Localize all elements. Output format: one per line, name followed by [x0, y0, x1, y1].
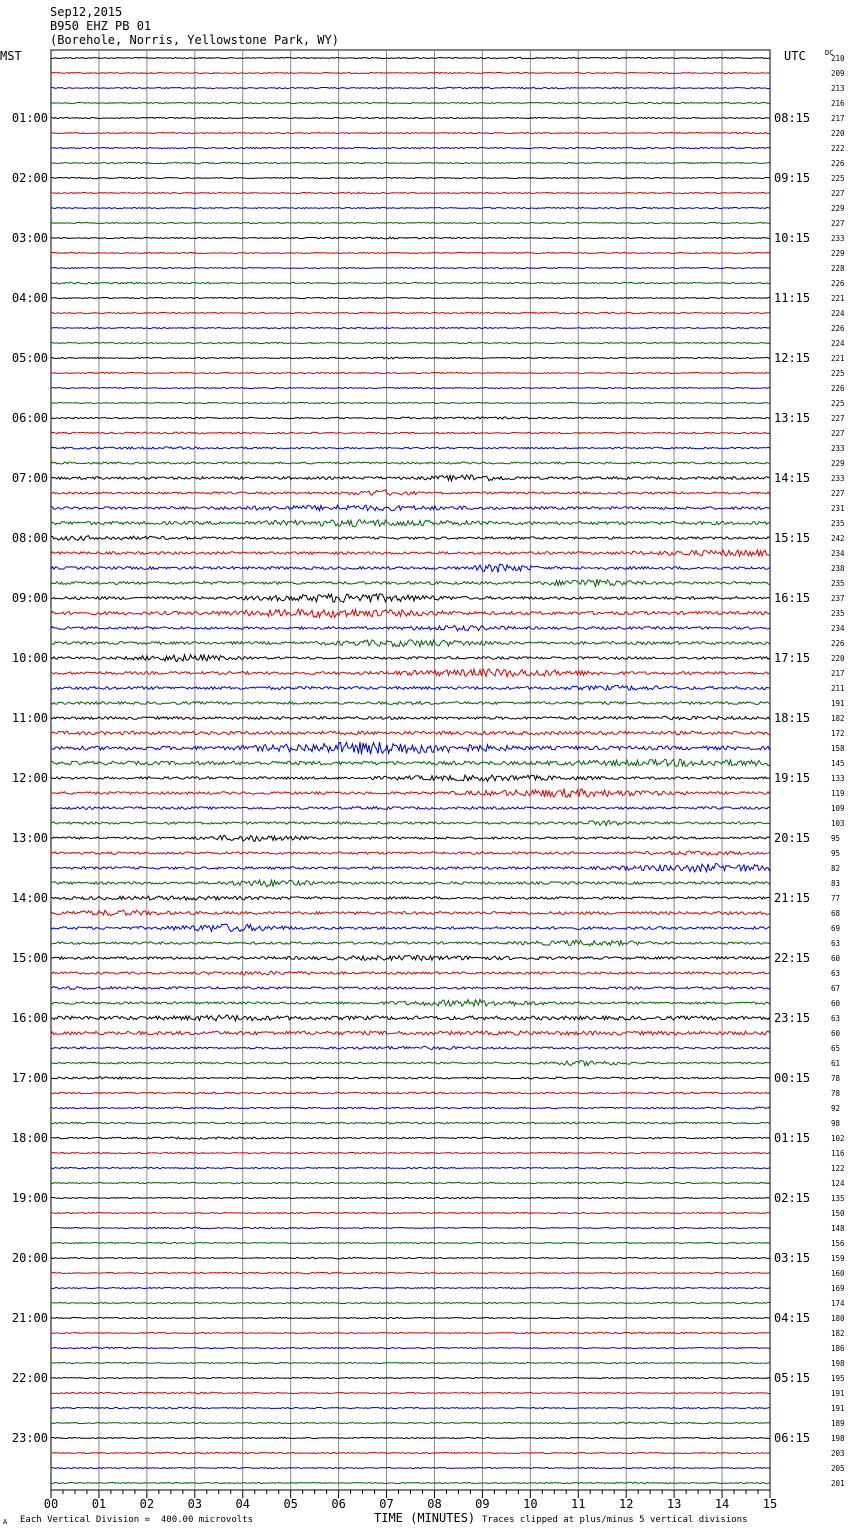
dc-offset-label: 78: [831, 1089, 841, 1098]
trace-line: [51, 820, 770, 825]
trace-line: [51, 57, 770, 59]
right-hour-label: 23:15: [774, 1011, 811, 1025]
left-hour-label: 10:00: [11, 651, 48, 665]
dc-offset-label: 133: [831, 774, 845, 783]
dc-offset-label: 119: [831, 789, 845, 798]
right-hour-label: 06:15: [774, 1431, 811, 1445]
trace-line: [51, 417, 770, 419]
x-tick-label: 12: [618, 1497, 634, 1511]
left-hour-label: 16:00: [11, 1011, 48, 1025]
trace-line: [51, 924, 770, 932]
left-hour-label: 08:00: [11, 531, 48, 545]
trace-line: [51, 625, 770, 631]
trace-line: [51, 1287, 770, 1288]
dc-offset-label: 191: [831, 1404, 845, 1413]
trace-line: [51, 192, 770, 194]
trace-line: [51, 609, 770, 617]
dc-offset-label: 63: [831, 1014, 841, 1023]
trace-line: [51, 1092, 770, 1094]
dc-offset-label: 226: [831, 324, 845, 333]
dc-offset-label: 172: [831, 729, 845, 738]
dc-offset-label: 67: [831, 984, 841, 993]
left-hour-label: 06:00: [11, 411, 48, 425]
dc-offset-label: 210: [831, 54, 845, 63]
right-hour-label: 16:15: [774, 591, 811, 605]
trace-line: [51, 1242, 770, 1243]
x-tick-label: 06: [331, 1497, 346, 1511]
dc-offset-label: 198: [831, 1359, 845, 1368]
trace-line: [51, 520, 770, 527]
dc-offset-label: 235: [831, 609, 845, 618]
right-hour-label: 14:15: [774, 471, 811, 485]
dc-offset-label: 180: [831, 1314, 845, 1323]
trace-line: [51, 550, 770, 556]
left-hour-label: 15:00: [11, 951, 48, 965]
dc-offset-label: 160: [831, 1269, 845, 1278]
dc-offset-label: 217: [831, 114, 845, 123]
trace-line: [51, 1197, 770, 1198]
dc-offset-label: 220: [831, 129, 845, 138]
left-hour-label: 18:00: [11, 1131, 48, 1145]
plot-date: Sep12,2015: [50, 5, 123, 19]
dc-offset-label: 195: [831, 1374, 845, 1383]
trace-line: [51, 387, 770, 388]
trace-line: [51, 1362, 770, 1363]
trace-line: [51, 564, 770, 572]
trace-line: [51, 1452, 770, 1454]
trace-line: [51, 1377, 770, 1378]
trace-line: [51, 655, 770, 662]
dc-offset-label: 229: [831, 459, 845, 468]
trace-line: [51, 252, 770, 253]
trace-line: [51, 490, 770, 495]
dc-offset-label: 229: [831, 204, 845, 213]
dc-offset-label: 82: [831, 864, 841, 873]
dc-offset-label: 222: [831, 144, 845, 153]
dc-offset-label: 226: [831, 159, 845, 168]
left-hour-label: 04:00: [11, 291, 48, 305]
right-hour-label: 09:15: [774, 171, 811, 185]
trace-line: [51, 237, 770, 239]
left-hour-label: 14:00: [11, 891, 48, 905]
dc-offset-label: 77: [831, 894, 841, 903]
dc-offset-label: 68: [831, 909, 841, 918]
dc-offset-label: 221: [831, 354, 845, 363]
x-tick-label: 00: [43, 1497, 59, 1511]
dc-offset-label: 60: [831, 954, 841, 963]
trace-line: [51, 579, 770, 587]
trace-line: [51, 1272, 770, 1274]
right-hour-label: 17:15: [774, 651, 811, 665]
trace-line: [51, 327, 770, 328]
trace-line: [51, 955, 770, 960]
right-hour-label: 00:15: [774, 1071, 811, 1085]
clip-note: Traces clipped at plus/minus 5 vertical divisions: [482, 1515, 748, 1525]
right-hour-label: 21:15: [774, 891, 811, 905]
dc-offset-label: 238: [831, 564, 845, 573]
dc-offset-label: 211: [831, 684, 845, 693]
dc-offset-label: 116: [831, 1149, 845, 1158]
x-tick-label: 04: [235, 1497, 250, 1511]
dc-offset-label: 201: [831, 1479, 845, 1488]
left-hour-label: 11:00: [11, 711, 48, 725]
trace-line: [51, 357, 770, 359]
dc-offset-label: 92: [831, 1104, 841, 1113]
trace-line: [51, 432, 770, 434]
dc-offset-label: 103: [831, 819, 845, 828]
left-timezone-label: MST: [0, 49, 22, 63]
plot-frame: [51, 50, 770, 1490]
trace-line: [51, 267, 770, 268]
trace-line: [51, 222, 770, 223]
dc-offset-label: 226: [831, 384, 845, 393]
x-tick-label: 02: [139, 1497, 155, 1511]
trace-line: [51, 1257, 770, 1259]
dc-offset-label: 182: [831, 714, 845, 723]
trace-line: [51, 685, 770, 690]
dc-offset-label: 233: [831, 444, 845, 453]
dc-offset-label: 234: [831, 624, 845, 633]
trace-line: [51, 1046, 770, 1049]
dc-offset-label: 65: [831, 1044, 841, 1053]
trace-line: [51, 701, 770, 704]
left-hour-label: 19:00: [11, 1191, 48, 1205]
dc-offset-label: 135: [831, 1194, 845, 1203]
trace-line: [51, 1107, 770, 1109]
dc-offset-label: 224: [831, 309, 845, 318]
dc-offset-label: 191: [831, 699, 845, 708]
dc-offset-label: 220: [831, 654, 845, 663]
trace-line: [51, 1031, 770, 1035]
trace-line: [51, 536, 770, 541]
x-tick-label: 15: [762, 1497, 778, 1511]
x-tick-label: 10: [523, 1497, 538, 1511]
x-tick-label: 08: [427, 1497, 442, 1511]
right-hour-label: 19:15: [774, 771, 811, 785]
trace-line: [51, 402, 770, 403]
dc-offset-label: 95: [831, 849, 841, 858]
dc-offset-label: 60: [831, 1029, 841, 1038]
dc-offset-label: 228: [831, 264, 845, 273]
dc-offset-label: 150: [831, 1209, 845, 1218]
trace-line: [51, 1482, 770, 1484]
dc-offset-label: 69: [831, 924, 841, 933]
right-hour-label: 10:15: [774, 231, 811, 245]
dc-offset-label: 61: [831, 1059, 841, 1068]
dc-offset-label: 78: [831, 1074, 841, 1083]
trace-line: [51, 1182, 770, 1183]
x-tick-label: 13: [666, 1497, 682, 1511]
right-hour-label: 15:15: [774, 531, 811, 545]
dc-offset-label: 83: [831, 879, 841, 888]
station-code: B950 EHZ PB 01: [50, 19, 152, 33]
trace-line: [51, 640, 770, 647]
trace-line: [51, 880, 770, 887]
right-hour-label: 11:15: [774, 291, 811, 305]
trace-line: [51, 162, 770, 164]
x-tick-label: 05: [283, 1497, 298, 1511]
right-hour-label: 01:15: [774, 1131, 811, 1145]
right-hour-label: 08:15: [774, 111, 811, 125]
trace-line: [51, 312, 770, 314]
trace-line: [51, 1122, 770, 1124]
dc-offset-label: 189: [831, 1419, 845, 1428]
left-hour-label: 20:00: [11, 1251, 48, 1265]
trace-line: [51, 1347, 770, 1349]
dc-offset-label: 229: [831, 249, 845, 258]
trace-line: [51, 1332, 770, 1334]
trace-line: [51, 594, 770, 602]
right-hour-label: 03:15: [774, 1251, 811, 1265]
right-hour-label: 18:15: [774, 711, 811, 725]
x-tick-label: 03: [187, 1497, 203, 1511]
trace-line: [51, 742, 770, 755]
trace-line: [51, 999, 770, 1006]
trace-line: [51, 1392, 770, 1394]
trace-line: [51, 1077, 770, 1079]
trace-line: [51, 117, 770, 118]
x-tick-label: 09: [475, 1497, 490, 1511]
dc-offset-label: 156: [831, 1239, 845, 1248]
trace-line: [51, 1437, 770, 1438]
left-hour-label: 21:00: [11, 1311, 48, 1325]
x-axis-label: TIME (MINUTES): [374, 1511, 476, 1525]
right-hour-label: 02:15: [774, 1191, 811, 1205]
trace-line: [51, 1167, 770, 1168]
dc-offset-label: 203: [831, 1449, 845, 1458]
dc-offset-label: 198: [831, 1434, 845, 1443]
dc-offset-label: 235: [831, 519, 845, 528]
left-hour-label: 17:00: [11, 1071, 48, 1085]
trace-line: [51, 1212, 770, 1213]
dc-offset-label: 205: [831, 1464, 845, 1473]
dc-offset-label: 234: [831, 549, 845, 558]
dc-offset-label: 237: [831, 594, 845, 603]
left-hour-label: 12:00: [11, 771, 48, 785]
dc-offset-label: 224: [831, 339, 845, 348]
trace-line: [51, 1152, 770, 1153]
dc-offset-label: 227: [831, 489, 845, 498]
dc-offset-label: 227: [831, 219, 845, 228]
trace-line: [51, 297, 770, 298]
x-tick-label: 01: [91, 1497, 107, 1511]
dc-offset-label: 213: [831, 84, 845, 93]
trace-line: [51, 462, 770, 464]
vertical-division-note: Each Vertical Division = 400.00 microvolts: [20, 1515, 253, 1525]
trace-line: [51, 102, 770, 103]
dc-offset-label: 102: [831, 1134, 845, 1143]
trace-line: [51, 807, 770, 810]
trace-line: [51, 475, 770, 481]
dc-offset-label: 186: [831, 1344, 845, 1353]
dc-offset-label: 63: [831, 969, 841, 978]
dc-offset-label: 226: [831, 279, 845, 288]
trace-line: [51, 940, 770, 946]
trace-line: [51, 1227, 770, 1229]
dc-offset-label: 226: [831, 639, 845, 648]
dc-offset-label: 95: [831, 834, 841, 843]
dc-offset-label: 227: [831, 429, 845, 438]
dc-offset-label: 225: [831, 399, 845, 408]
trace-line: [51, 282, 770, 284]
station-location: (Borehole, Norris, Yellowstone Park, WY): [50, 33, 339, 47]
dc-offset-label: 227: [831, 189, 845, 198]
trace-line: [51, 1407, 770, 1409]
dc-offset-label: 122: [831, 1164, 845, 1173]
left-hour-label: 09:00: [11, 591, 48, 605]
dc-offset-label: 227: [831, 414, 845, 423]
right-timezone-label: UTC: [784, 49, 806, 63]
trace-line: [51, 1302, 770, 1303]
trace-line: [51, 759, 770, 766]
trace-line: [51, 1317, 770, 1318]
trace-line: [51, 132, 770, 134]
left-hour-label: 03:00: [11, 231, 48, 245]
dc-offset-label: 191: [831, 1389, 845, 1398]
right-hour-label: 12:15: [774, 351, 811, 365]
trace-line: [51, 851, 770, 855]
right-hour-label: 20:15: [774, 831, 811, 845]
trace-line: [51, 986, 770, 989]
trace-line: [51, 72, 770, 73]
trace-line: [51, 789, 770, 798]
trace-line: [51, 447, 770, 449]
trace-line: [51, 669, 770, 677]
trace-line: [51, 716, 770, 719]
dc-offset-label: 158: [831, 744, 845, 753]
dc-offset-label: 145: [831, 759, 845, 768]
right-hour-label: 13:15: [774, 411, 811, 425]
dc-offset-label: 231: [831, 504, 845, 513]
left-hour-label: 01:00: [11, 111, 48, 125]
trace-line: [51, 1137, 770, 1139]
dc-offset-label: 225: [831, 174, 845, 183]
x-tick-label: 11: [571, 1497, 586, 1511]
dc-offset-label: 182: [831, 1329, 845, 1338]
trace-line: [51, 731, 770, 735]
trace-line: [51, 910, 770, 916]
right-hour-label: 22:15: [774, 951, 811, 965]
x-tick-label: 07: [379, 1497, 394, 1511]
trace-line: [51, 1467, 770, 1468]
left-hour-label: 02:00: [11, 171, 48, 185]
dc-offset-label: 242: [831, 534, 845, 543]
dc-offset-label: 225: [831, 369, 845, 378]
trace-line: [51, 505, 770, 511]
trace-line: [51, 87, 770, 89]
right-hour-label: 04:15: [774, 1311, 811, 1325]
dc-offset-label: 233: [831, 474, 845, 483]
dc-offset-label: 109: [831, 804, 845, 813]
scale-mark: A: [3, 1518, 8, 1526]
trace-line: [51, 207, 770, 208]
left-hour-label: 07:00: [11, 471, 48, 485]
dc-offset-label: 169: [831, 1284, 845, 1293]
left-hour-label: 05:00: [11, 351, 48, 365]
trace-line: [51, 147, 770, 149]
x-tick-label: 14: [714, 1497, 730, 1511]
dc-offset-label: 63: [831, 939, 841, 948]
trace-line: [51, 835, 770, 841]
dc-offset-label: 233: [831, 234, 845, 243]
right-hour-label: 05:15: [774, 1371, 811, 1385]
trace-line: [51, 342, 770, 343]
trace-line: [51, 864, 770, 872]
dc-offset-label: 159: [831, 1254, 845, 1263]
dc-offset-label: 217: [831, 669, 845, 678]
dc-offset-label: 98: [831, 1119, 841, 1128]
dc-offset-label: 148: [831, 1224, 845, 1233]
trace-line: [51, 775, 770, 781]
trace-line: [51, 971, 770, 975]
dc-offset-label: 216: [831, 99, 845, 108]
dc-offset-label: 235: [831, 579, 845, 588]
dc-offset-label: 221: [831, 294, 845, 303]
left-hour-label: 22:00: [11, 1371, 48, 1385]
trace-line: [51, 372, 770, 373]
dc-offset-label: 209: [831, 69, 845, 78]
dc-offset-label: 60: [831, 999, 841, 1008]
trace-line: [51, 1422, 770, 1424]
left-hour-label: 23:00: [11, 1431, 48, 1445]
trace-line: [51, 896, 770, 900]
dc-offset-label: 174: [831, 1299, 845, 1308]
left-hour-label: 13:00: [11, 831, 48, 845]
trace-line: [51, 1060, 770, 1065]
dc-offset-label: 124: [831, 1179, 845, 1188]
dc-label: DC: [825, 49, 834, 57]
trace-line: [51, 1015, 770, 1021]
trace-line: [51, 177, 770, 178]
